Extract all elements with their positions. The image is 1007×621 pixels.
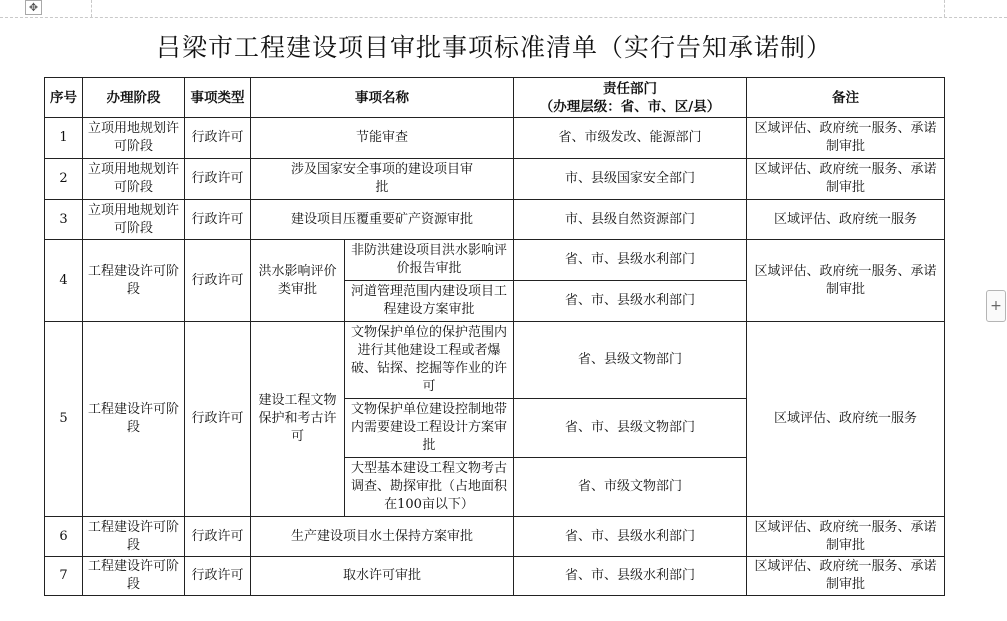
row-stage: 工程建设许可阶段: [83, 322, 185, 517]
document-title: 吕梁市工程建设项目审批事项标准清单（实行告知承诺制）: [155, 33, 832, 62]
row-item-name: 节能审查: [251, 118, 514, 159]
row-type: 行政许可: [185, 118, 251, 159]
page-margin-guide: [0, 17, 1007, 18]
row-seq: 7: [45, 557, 83, 596]
row-type: 行政许可: [185, 159, 251, 200]
row-department: 省、市级发改、能源部门: [514, 118, 747, 159]
row-type: 行政许可: [185, 240, 251, 322]
row-note: 区域评估、政府统一服务: [747, 322, 945, 517]
row-item-name: 涉及国家安全事项的建设项目审批: [251, 159, 514, 200]
row-department: 市、县级国家安全部门: [514, 159, 747, 200]
row-note: 区域评估、政府统一服务、承诺制审批: [747, 118, 945, 159]
row-stage: 立项用地规划许可阶段: [83, 200, 185, 240]
page-margin-guide: [91, 0, 92, 17]
row-seq: 2: [45, 159, 83, 200]
row-department: 省、市、县级文物部门: [514, 399, 747, 458]
row-note: 区域评估、政府统一服务、承诺制审批: [747, 517, 945, 557]
table-row: [45, 557, 945, 596]
header-item-name: 事项名称: [251, 78, 514, 118]
table-row: [45, 159, 945, 200]
table-row: [45, 118, 945, 159]
row-item-name: 建设项目压覆重要矿产资源审批: [251, 200, 514, 240]
row-seq: 5: [45, 322, 83, 517]
row-seq: 6: [45, 517, 83, 557]
row-department: 省、市、县级水利部门: [514, 517, 747, 557]
header-stage: 办理阶段: [83, 78, 185, 118]
table-row: [45, 517, 945, 557]
row-note: 区域评估、政府统一服务、承诺制审批: [747, 557, 945, 596]
row-department: 省、市、县级水利部门: [514, 557, 747, 596]
add-column-icon[interactable]: +: [986, 290, 1006, 322]
row-stage: 工程建设许可阶段: [83, 557, 185, 596]
row-sub-item-name: 非防洪建设项目洪水影响评价报告审批: [345, 240, 514, 281]
row-sub-item-name: 大型基本建设工程文物考古调查、勘探审批（占地面积在100亩以下）: [345, 458, 514, 517]
row-seq: 3: [45, 200, 83, 240]
row-item-name: 生产建设项目水土保持方案审批: [251, 517, 514, 557]
row-type: 行政许可: [185, 557, 251, 596]
table-header-row: [45, 78, 945, 118]
row-sub-item-name: 文物保护单位的保护范围内进行其他建设工程或者爆破、钻探、挖掘等作业的许可: [345, 322, 514, 399]
row-department: 省、县级文物部门: [514, 322, 747, 399]
header-department: [514, 78, 747, 118]
page-margin-guide: [944, 0, 945, 17]
row-item-name: 取水许可审批: [251, 557, 514, 596]
row-seq: 4: [45, 240, 83, 322]
header-department-line2: （办理层级：省、市、区/县）: [539, 98, 721, 115]
header-seq: 序号: [45, 78, 83, 118]
table-move-handle-icon[interactable]: ✥: [25, 0, 42, 15]
row-department: 省、市级文物部门: [514, 458, 747, 517]
table-row: [45, 240, 945, 281]
row-stage: 立项用地规划许可阶段: [83, 159, 185, 200]
row-sub-item-name: 河道管理范围内建设项目工程建设方案审批: [345, 281, 514, 322]
header-note: 备注: [747, 78, 945, 118]
row-sub-item-name: 文物保护单位建设控制地带内需要建设工程设计方案审批: [345, 399, 514, 458]
row-stage: 立项用地规划许可阶段: [83, 118, 185, 159]
row-note: 区域评估、政府统一服务、承诺制审批: [747, 240, 945, 322]
row-type: 行政许可: [185, 517, 251, 557]
approval-items-table: [44, 77, 945, 596]
row-department: 省、市、县级水利部门: [514, 240, 747, 281]
row-note: 区域评估、政府统一服务: [747, 200, 945, 240]
header-type: 事项类型: [185, 78, 251, 118]
row-stage: 工程建设许可阶段: [83, 517, 185, 557]
table-row: [45, 200, 945, 240]
row-item-group: 洪水影响评价类审批: [251, 240, 345, 322]
header-department-line1: 责任部门: [603, 80, 657, 97]
row-department: 市、县级自然资源部门: [514, 200, 747, 240]
row-item-group: 建设工程文物保护和考古许可: [251, 322, 345, 517]
row-department: 省、市、县级水利部门: [514, 281, 747, 322]
row-seq: 1: [45, 118, 83, 159]
row-type: 行政许可: [185, 322, 251, 517]
table-row: [45, 322, 945, 399]
row-note: 区域评估、政府统一服务、承诺制审批: [747, 159, 945, 200]
row-stage: 工程建设许可阶段: [83, 240, 185, 322]
row-type: 行政许可: [185, 200, 251, 240]
